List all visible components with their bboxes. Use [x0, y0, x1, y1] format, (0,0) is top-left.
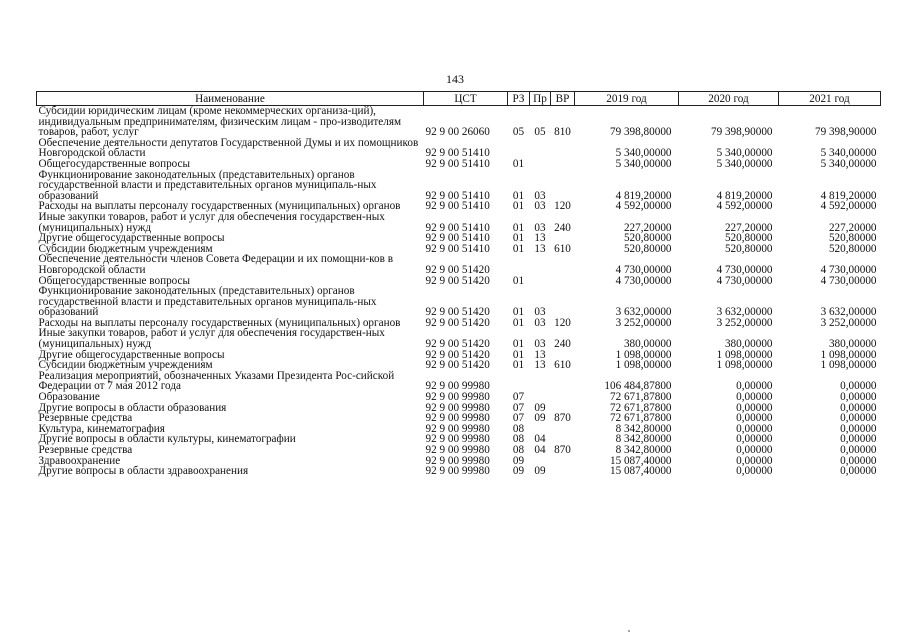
row-name: Резервные средства: [38, 444, 133, 456]
row-pr: 03: [534, 316, 546, 329]
row-cst: 92 9 00 51410: [425, 242, 490, 255]
row-cst: 92 9 00 51420: [425, 263, 490, 276]
row-value-2019: 15 087,40000: [609, 465, 672, 478]
row-value-2019: 4 819,20000: [615, 189, 672, 202]
table-row: [37, 445, 881, 456]
row-rz: 01: [512, 232, 525, 245]
row-value-2021: 4 592,00000: [820, 200, 877, 213]
row-cst: 92 9 00 99980: [425, 380, 490, 393]
row-cst: 92 9 00 51420: [425, 274, 490, 287]
row-cst: 92 9 00 99980: [425, 401, 490, 414]
row-value-2021: 520,80000: [828, 242, 877, 255]
header-cst: ЦСТ: [424, 92, 508, 106]
row-pr: [530, 138, 551, 159]
row-value-2021: 520,80000: [828, 232, 877, 245]
row-value-2021: 5 340,00000: [820, 157, 877, 170]
row-value-2019: 72 671,87800: [609, 401, 672, 414]
row-value-2021: 5 340,00000: [820, 147, 877, 160]
row-rz: 01: [512, 338, 525, 351]
row-cst: 92 9 00 26060: [425, 126, 490, 139]
row-cst: 92 9 00 51420: [425, 338, 490, 351]
row-name: Субсидии бюджетным учреждениям: [38, 242, 213, 255]
row-pr: 09: [534, 465, 546, 478]
row-value-2020: 0,00000: [736, 401, 773, 414]
row-value-2019: 227,20000: [623, 221, 672, 234]
row-value-2021: 1 098,00000: [820, 359, 877, 372]
row-name: Иные закупки товаров, работ и услуг для обеспечения государствен-ных (муниципальных) нужд: [38, 327, 385, 351]
row-rz: 09: [512, 465, 525, 478]
row-rz: 01: [512, 348, 525, 361]
row-value-2021: 0,00000: [840, 391, 877, 404]
row-name: Расходы на выплаты персоналу государственных (муниципальных) органов: [38, 316, 401, 329]
row-cst: 92 9 00 51420: [425, 348, 490, 361]
row-value-2019: 1 098,00000: [615, 348, 672, 361]
row-rz: 08: [512, 444, 525, 456]
row-vr: [551, 276, 575, 287]
table-row: [37, 466, 881, 477]
row-value-2020: 5 340,00000: [716, 147, 773, 160]
table-row: [37, 286, 881, 318]
row-vr: 610: [554, 242, 571, 255]
row-name: Другие вопросы в области образования: [38, 401, 227, 414]
row-cst: 92 9 00 51420: [425, 316, 490, 329]
row-vr: 120: [554, 200, 571, 213]
row-rz: 01: [512, 242, 525, 255]
row-pr: 09: [534, 412, 546, 425]
row-value-2020: 520,80000: [724, 232, 773, 245]
row-value-2020: 0,00000: [736, 380, 773, 393]
row-name: Функционирование законодательных (представительных) органов государственной власти и представительных органов муниципаль-ных образований: [38, 168, 377, 202]
row-value-2020: 0,00000: [736, 465, 773, 478]
row-cst: 92 9 00 51410: [425, 147, 490, 160]
row-value-2021: 0,00000: [840, 454, 877, 467]
row-value-2019: 8 342,80000: [615, 422, 672, 435]
row-rz: 07: [512, 412, 525, 425]
row-value-2021: 0,00000: [840, 380, 877, 393]
row-pr: [530, 276, 551, 287]
row-value-2021: 0,00000: [840, 433, 877, 446]
table-row: [37, 254, 881, 275]
row-vr: 610: [554, 359, 571, 372]
row-value-2020: 0,00000: [736, 422, 773, 435]
row-rz: 01: [512, 274, 525, 287]
row-value-2020: 0,00000: [736, 391, 773, 404]
row-value-2020: 4 819,20000: [716, 189, 773, 202]
row-name: Расходы на выплаты персоналу государственных (муниципальных) органов: [38, 200, 401, 213]
row-vr: 240: [554, 338, 571, 351]
row-value-2019: 79 398,80000: [609, 126, 672, 139]
row-value-2019: 3 632,00000: [615, 306, 672, 319]
row-name: Культура, кинематография: [38, 422, 165, 435]
row-cst: 92 9 00 99980: [425, 444, 490, 456]
row-cst: 92 9 00 51410: [425, 157, 490, 170]
row-rz: 07: [512, 391, 525, 404]
row-cst: 92 9 00 99980: [425, 433, 490, 446]
row-value-2020: 4 730,00000: [716, 263, 773, 276]
row-rz: [508, 254, 530, 275]
row-value-2019: 106 484,87800: [604, 380, 672, 393]
row-value-2020: 1 098,00000: [716, 359, 773, 372]
row-pr: 03: [534, 338, 546, 351]
row-pr: [530, 159, 551, 170]
row-pr: 13: [534, 242, 546, 255]
row-pr: 04: [534, 444, 546, 456]
row-rz: 01: [512, 316, 525, 329]
row-rz: [508, 138, 530, 159]
row-pr: 04: [534, 433, 546, 446]
row-rz: [508, 371, 530, 392]
row-name: Другие общегосударственные вопросы: [38, 348, 225, 361]
row-name: Иные закупки товаров, работ и услуг для обеспечения государствен-ных (муниципальных) нужд: [38, 210, 385, 234]
row-vr: [551, 371, 575, 392]
row-value-2021: 4 819,20000: [820, 189, 877, 202]
row-cst: 92 9 00 51410: [425, 200, 490, 213]
row-name: Другие общегосударственные вопросы: [38, 232, 225, 245]
row-rz: 01: [512, 200, 525, 213]
row-name: Обеспечение деятельности депутатов Государственной Думы и их помощников Новгородской области: [38, 136, 419, 160]
row-pr: 13: [534, 348, 546, 361]
row-value-2019: 3 252,00000: [615, 316, 672, 329]
row-value-2019: 4 592,00000: [615, 200, 672, 213]
row-name: Другие вопросы в области культуры, кинематографии: [38, 433, 296, 446]
row-value-2019: 520,80000: [623, 232, 672, 245]
row-value-2020: 380,00000: [724, 338, 773, 351]
table-row: [37, 170, 881, 202]
row-vr: [551, 254, 575, 275]
row-rz: 05: [512, 126, 525, 139]
row-value-2019: 5 340,00000: [615, 157, 672, 170]
row-value-2021: 0,00000: [840, 401, 877, 414]
row-vr: [551, 286, 575, 318]
row-value-2019: 8 342,80000: [615, 444, 672, 456]
header-name: Наименование: [37, 92, 424, 106]
row-pr: [530, 371, 551, 392]
row-value-2019: 4 730,00000: [615, 263, 672, 276]
row-value-2019: 72 671,87800: [609, 412, 672, 425]
row-cst: 92 9 00 99980: [425, 391, 490, 404]
row-vr: 810: [554, 126, 571, 139]
row-value-2021: 4 730,00000: [820, 274, 877, 287]
row-rz: 09: [512, 454, 525, 467]
row-pr: 09: [534, 401, 546, 414]
row-name: Обеспечение деятельности членов Совета Федерации и их помощни-ков в Новгородской области: [38, 253, 394, 276]
row-value-2019: 15 087,40000: [609, 454, 672, 467]
row-value-2020: 0,00000: [736, 412, 773, 425]
table-header-row: [37, 92, 881, 106]
row-rz: 01: [512, 221, 525, 234]
row-name: Субсидии юридическим лицам (кроме некоммерческих организа-ций), индивидуальным предпринимателям, физическим лицам - про-изводителям товаров, работ, услуг: [38, 105, 402, 139]
row-value-2019: 4 730,00000: [615, 274, 672, 287]
row-cst: 92 9 00 51410: [425, 232, 490, 245]
budget-table: [36, 91, 881, 477]
row-rz: 08: [512, 422, 525, 435]
row-cst: 92 9 00 51420: [425, 359, 490, 372]
row-value-2019: 380,00000: [623, 338, 672, 351]
row-vr: [551, 456, 575, 467]
row-name: Функционирование законодательных (представительных) органов государственной власти и представительных органов муниципаль-ных образований: [38, 285, 377, 319]
table-row: [37, 212, 881, 233]
row-pr: 05: [534, 126, 546, 139]
row-pr: 03: [534, 189, 546, 202]
row-rz: 01: [512, 306, 525, 319]
row-value-2020: 0,00000: [736, 444, 773, 456]
row-name: Общегосударственные вопросы: [38, 274, 191, 287]
row-vr: [551, 466, 575, 477]
row-vr: 870: [554, 412, 571, 425]
row-value-2021: 1 098,00000: [820, 348, 877, 361]
table-row: [37, 159, 881, 170]
table-row: [37, 138, 881, 159]
row-value-2021: 227,20000: [828, 221, 877, 234]
row-value-2021: 79 398,90000: [814, 126, 877, 139]
row-value-2020: 1 098,00000: [716, 348, 773, 361]
row-value-2020: 3 252,00000: [716, 316, 773, 329]
row-cst: 92 9 00 99980: [425, 412, 490, 425]
page-number: 143: [446, 72, 464, 86]
table-row: [37, 371, 881, 392]
table-row: [37, 328, 881, 349]
row-name: Здравоохранение: [38, 454, 121, 467]
row-rz: 01: [512, 189, 525, 202]
row-value-2020: 520,80000: [724, 242, 773, 255]
header-2021: 2021 год: [779, 92, 881, 106]
row-name: Резервные средства: [38, 412, 133, 425]
row-value-2019: 72 671,87800: [609, 391, 672, 404]
row-rz: 01: [512, 359, 525, 372]
row-value-2021: 380,00000: [828, 338, 877, 351]
row-rz: 01: [512, 157, 525, 170]
row-vr: [551, 424, 575, 435]
row-pr: 03: [534, 306, 546, 319]
row-rz: 08: [512, 433, 525, 446]
row-value-2020: 4 592,00000: [716, 200, 773, 213]
row-value-2021: 0,00000: [840, 444, 877, 456]
row-cst: 92 9 00 51410: [425, 221, 490, 234]
row-cst: 92 9 00 99980: [425, 422, 490, 435]
row-pr: 13: [534, 359, 546, 372]
row-value-2021: 0,00000: [840, 412, 877, 425]
row-value-2021: 0,00000: [840, 465, 877, 478]
row-pr: 03: [534, 200, 546, 213]
row-name: Реализация мероприятий, обозначенных Указами Президента Рос-сийской Федерации от 7 мая 2012 года: [38, 369, 395, 393]
row-cst: 92 9 00 51420: [425, 306, 490, 319]
row-vr: [551, 170, 575, 202]
row-name: Общегосударственные вопросы: [38, 157, 191, 170]
row-vr: [551, 159, 575, 170]
row-cst: 92 9 00 99980: [425, 454, 490, 467]
row-value-2020: 0,00000: [736, 454, 773, 467]
row-value-2021: 0,00000: [840, 422, 877, 435]
row-vr: [551, 392, 575, 403]
row-value-2021: 3 632,00000: [820, 306, 877, 319]
row-value-2019: 1 098,00000: [615, 359, 672, 372]
row-name: Субсидии бюджетным учреждениям: [38, 359, 213, 372]
header-rz: РЗ: [508, 92, 530, 106]
row-vr: 240: [554, 221, 571, 234]
header-vr: ВР: [551, 92, 575, 106]
row-value-2019: 5 340,00000: [615, 147, 672, 160]
row-rz: 07: [512, 401, 525, 414]
row-cst: 92 9 00 51410: [425, 189, 490, 202]
row-value-2020: 79 398,90000: [710, 126, 773, 139]
header-2019: 2019 год: [575, 92, 679, 106]
row-vr: [551, 138, 575, 159]
header-2020: 2020 год: [679, 92, 779, 106]
row-name: Другие вопросы в области здравоохранения: [38, 465, 249, 478]
row-vr: 870: [554, 444, 571, 456]
row-value-2021: 4 730,00000: [820, 263, 877, 276]
row-value-2020: 5 340,00000: [716, 157, 773, 170]
row-value-2020: 4 730,00000: [716, 274, 773, 287]
scan-speck: [628, 630, 630, 632]
row-value-2019: 8 342,80000: [615, 433, 672, 446]
row-cst: 92 9 00 99980: [425, 465, 490, 478]
row-pr: 13: [534, 232, 546, 245]
row-value-2021: 3 252,00000: [820, 316, 877, 329]
row-pr: 03: [534, 221, 546, 234]
row-value-2020: 0,00000: [736, 433, 773, 446]
row-name: Образование: [38, 391, 100, 404]
row-value-2020: 227,20000: [724, 221, 773, 234]
row-vr: 120: [554, 316, 571, 329]
table-row: [37, 106, 881, 138]
row-pr: [530, 254, 551, 275]
header-pr: Пр: [530, 92, 551, 106]
row-value-2020: 3 632,00000: [716, 306, 773, 319]
row-value-2019: 520,80000: [623, 242, 672, 255]
